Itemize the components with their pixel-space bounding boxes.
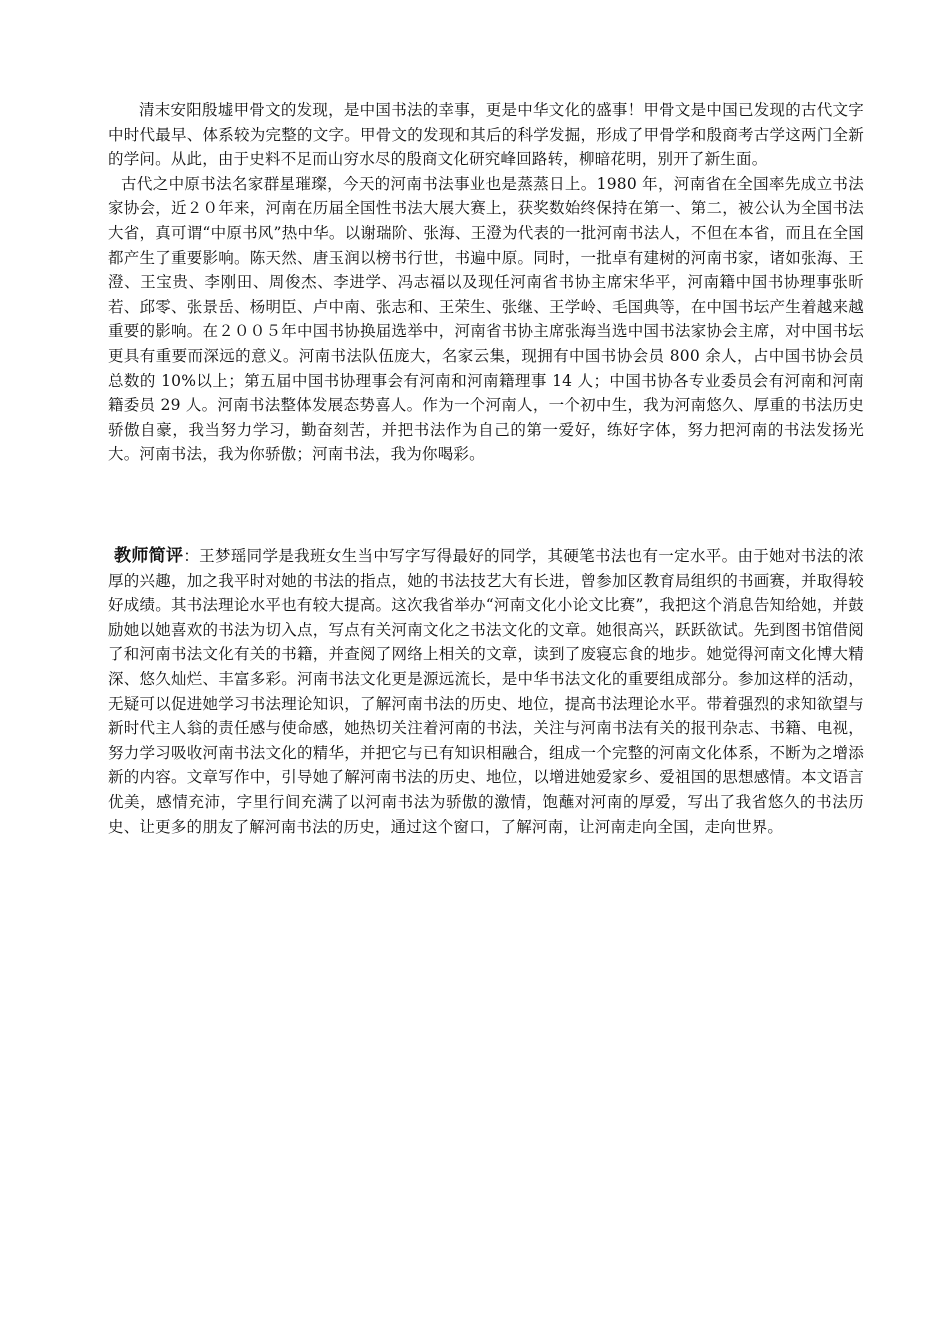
teacher-comment-text: ：王梦瑶同学是我班女生当中写字写得最好的同学，其硬笔书法也有一定水平。由于她对书法的浓厚的兴趣，加之我平时对她的书法的指点，她的书法技艺大有长进，曾参加区教育局组织的书画赛，并取得较好成绩。其书法理论水平也有较大提高。这次我省举办“河南文化小论文比赛”，我把这个消息告知给她，并鼓励她以她喜欢的书法为切入点，写点有关河南文化之书法文化的文章。她很高兴，跃跃欲试。先到图书馆借阅了和河南书法文化有关的书籍，并查阅了网络上相关的文章，读到了废寝忘食的地步。她觉得河南文化博大精深、悠久灿烂、丰富多彩。河南书法文化更是源远流长，是中华书法文化的重要组成部分。参加这样的活动，无疑可以促进她学习书法理论知识，了解河南书法的历史、地位，提高书法理论水平。带着强烈的求知欲望与新时代主人翁的责任感与使命感，她热切关注着河南的书法，关注与河南书法有关的报刊杂志、书籍、电视，努力学习吸收河南书法文化的精华，并把它与已有知识相融合，组成一个完整的河南文化体系，不断为之增添新的内容。文章写作中，引导她了解河南书法的历史、地位，以增进她爱家乡、爱祖国的思想感情。本文语言优美，感情充沛，字里行间充满了以河南书法为骄傲的激情，饱蘸对河南的厚爱，写出了我省悠久的书法历史、让更多的朋友了解河南书法的历史，通过这个窗口，了解河南，让河南走向全国，走向世界。 — [108, 547, 864, 836]
teacher-comment-label: 教师简评 — [114, 546, 184, 566]
essay-paragraph-1: 清末安阳殷墟甲骨文的发现，是中国书法的幸事，更是中华文化的盛事！甲骨文是中国已发现的古代文字中时代最早、体系较为完整的文字。甲骨文的发现和其后的科学发掘，形成了甲骨学和殷商考古学这两门全新的学问。从此，由于史料不足而山穷水尽的殷商文化研究峰回路转，柳暗花明，别开了新生面。 — [108, 101, 864, 169]
teacher-comment — [108, 544, 864, 839]
essay-paragraph-2: 古代之中原书法名家群星璀璨，今天的河南书法事业也是蒸蒸日上。1980 年，河南省在全国率先成立书法家协会，近２０年来，河南在历届全国性书法大展大赛上，获奖数始终保持在第一、第二，被公认为全国书法大省，真可谓“中原书风”热中华。以谢瑞阶、张海、王澄为代表的一批河南书法人，不但在本省，而且在全国都产生了重要影响。陈天然、唐玉润以榜书行世，书遍中原。同时，一批卓有建树的河南书家，诸如张海、王澄、王宝贵、李刚田、周俊杰、李进学、冯志福以及现任河南省书协主席宋华平，河南籍中国书协理事张昕若、邱零、张景岳、杨明臣、卢中南、张志和、王荣生、张继、王学岭、毛国典等，在中国书坛产生着越来越重要的影响。在２００５年中国书协换届选举中，河南省书协主席张海当选中国书法家协会主席，对中国书坛更具有重要而深远的意义。河南书法队伍庞大，名家云集，现拥有中国书协会员 800 余人，占中国书协会员总数的 10%以上；第五届中国书协理事会有河南和河南籍理事 14 人；中国书协各专业委员会有河南和河南籍委员 29 人。河南书法整体发展态势喜人。作为一个河南人，一个初中生，我为河南悠久、厚重的书法历史骄傲自豪，我当努力学习，勤奋刻苦，并把书法作为自己的第一爱好，练好字体，努力把河南的书法发扬光大。河南书法，我为你骄傲；河南书法，我为你喝彩。 — [108, 174, 864, 464]
teacher-comment-paragraph — [108, 544, 864, 839]
essay-body — [108, 98, 864, 467]
